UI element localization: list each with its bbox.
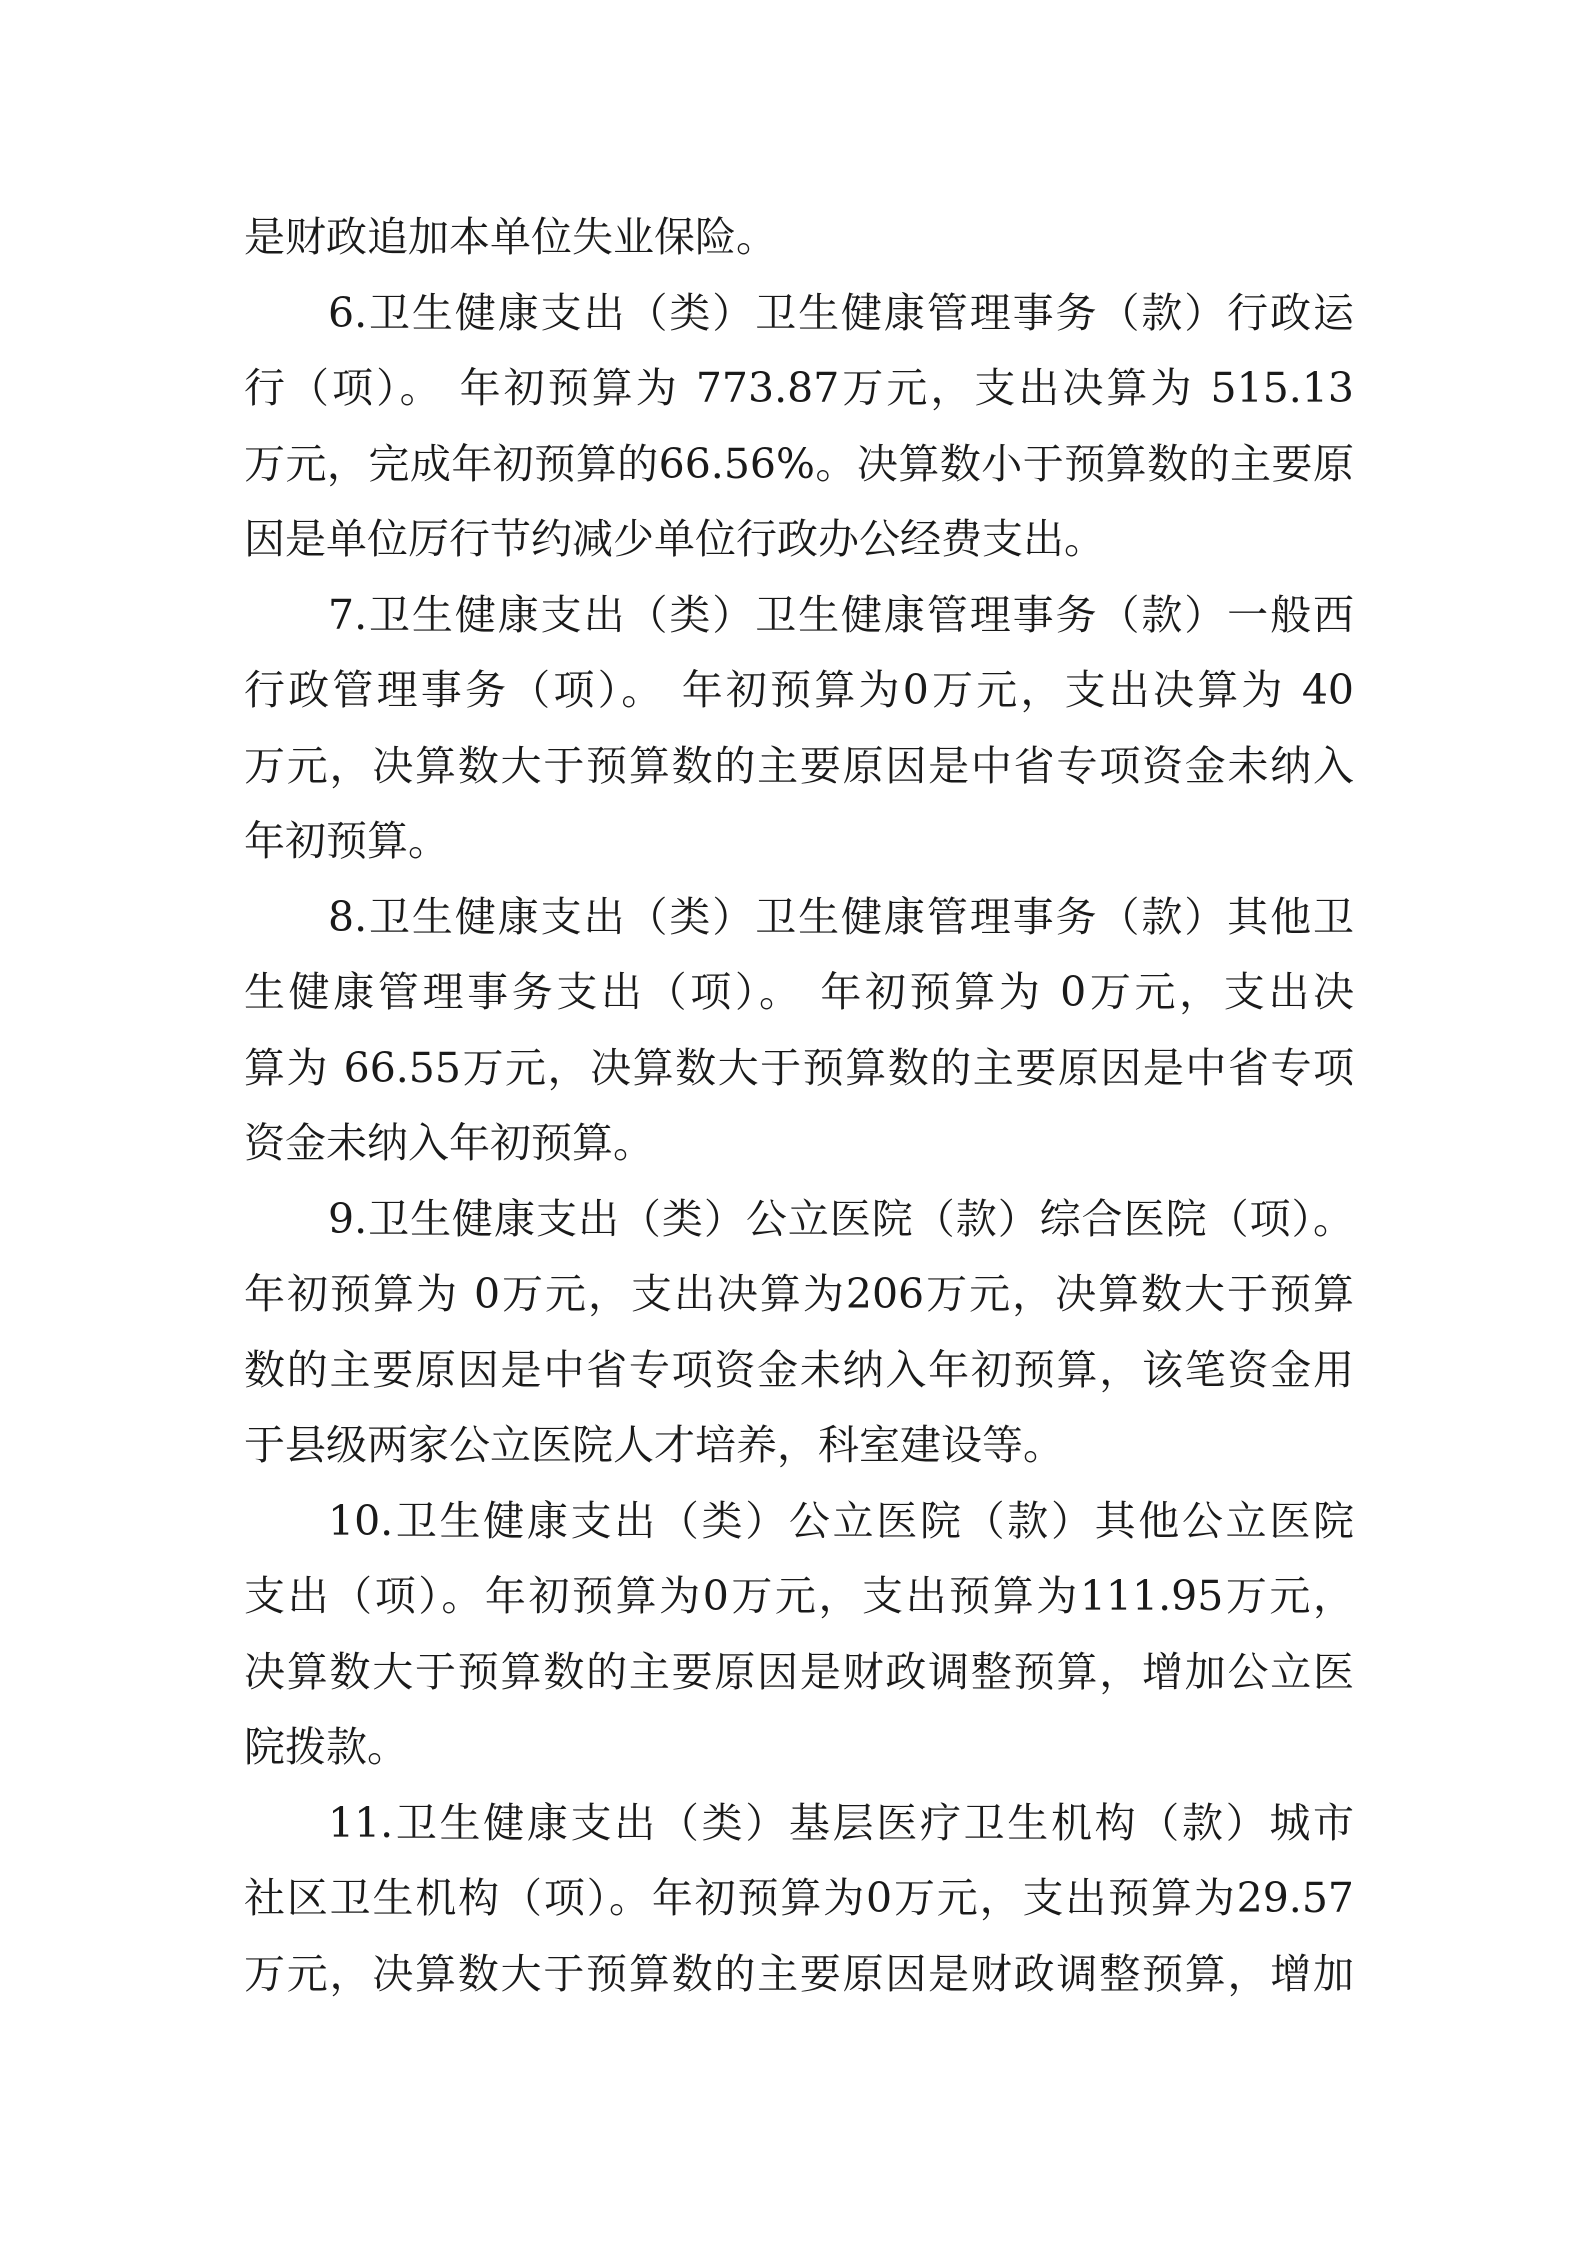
text-line: 年初预算。 <box>244 817 449 865</box>
text-line: 院拨款。 <box>244 1723 408 1771</box>
text-line: 8.卫生健康支出（类）卫生健康管理事务（款）其他卫 <box>328 892 1354 941</box>
text-line: 万元，决算数大于预算数的主要原因是财政调整预算，增加 <box>244 1949 1354 1998</box>
text-line: 行政管理事务（项）。 年初预算为0万元，支出决算为 40 <box>244 666 1354 714</box>
text-line: 社区卫生机构（项）。年初预算为0万元，支出预算为29.57 <box>244 1874 1354 1922</box>
text-line: 支出（项）。年初预算为0万元，支出预算为111.95万元， <box>244 1572 1354 1620</box>
text-line: 算为 66.55万元，决算数大于预算数的主要原因是中省专项 <box>244 1043 1354 1092</box>
document-body <box>244 200 1354 2012</box>
text-line: 万元，决算数大于预算数的主要原因是中省专项资金未纳入 <box>244 741 1354 790</box>
text-line: 10.卫生健康支出（类）公立医院（款）其他公立医院 <box>328 1496 1354 1545</box>
text-line: 行（项）。 年初预算为 773.87万元，支出决算为 515.13 <box>244 364 1354 412</box>
text-line: 6.卫生健康支出（类）卫生健康管理事务（款）行政运 <box>328 288 1354 337</box>
text-line: 因是单位厉行节约减少单位行政办公经费支出。 <box>244 515 1105 563</box>
text-line: 9.卫生健康支出（类）公立医院（款）综合医院（项）。 <box>328 1194 1354 1243</box>
text-line: 于县级两家公立医院人才培养，科室建设等。 <box>244 1421 1064 1469</box>
text-line: 资金未纳入年初预算。 <box>244 1119 654 1167</box>
text-line: 生健康管理事务支出（项）。 年初预算为 0万元，支出决 <box>244 968 1354 1016</box>
text-line: 数的主要原因是中省专项资金未纳入年初预算，该笔资金用 <box>244 1345 1354 1394</box>
text-line: 万元，完成年初预算的66.56%。决算数小于预算数的主要原 <box>244 439 1354 488</box>
text-line: 7.卫生健康支出（类）卫生健康管理事务（款）一般西 <box>328 590 1354 639</box>
text-line: 年初预算为 0万元，支出决算为206万元，决算数大于预算 <box>244 1270 1354 1318</box>
text-line: 是财政追加本单位失业保险。 <box>244 213 777 261</box>
text-line: 决算数大于预算数的主要原因是财政调整预算，增加公立医 <box>244 1647 1354 1696</box>
text-line: 11.卫生健康支出（类）基层医疗卫生机构（款）城市 <box>328 1798 1354 1847</box>
